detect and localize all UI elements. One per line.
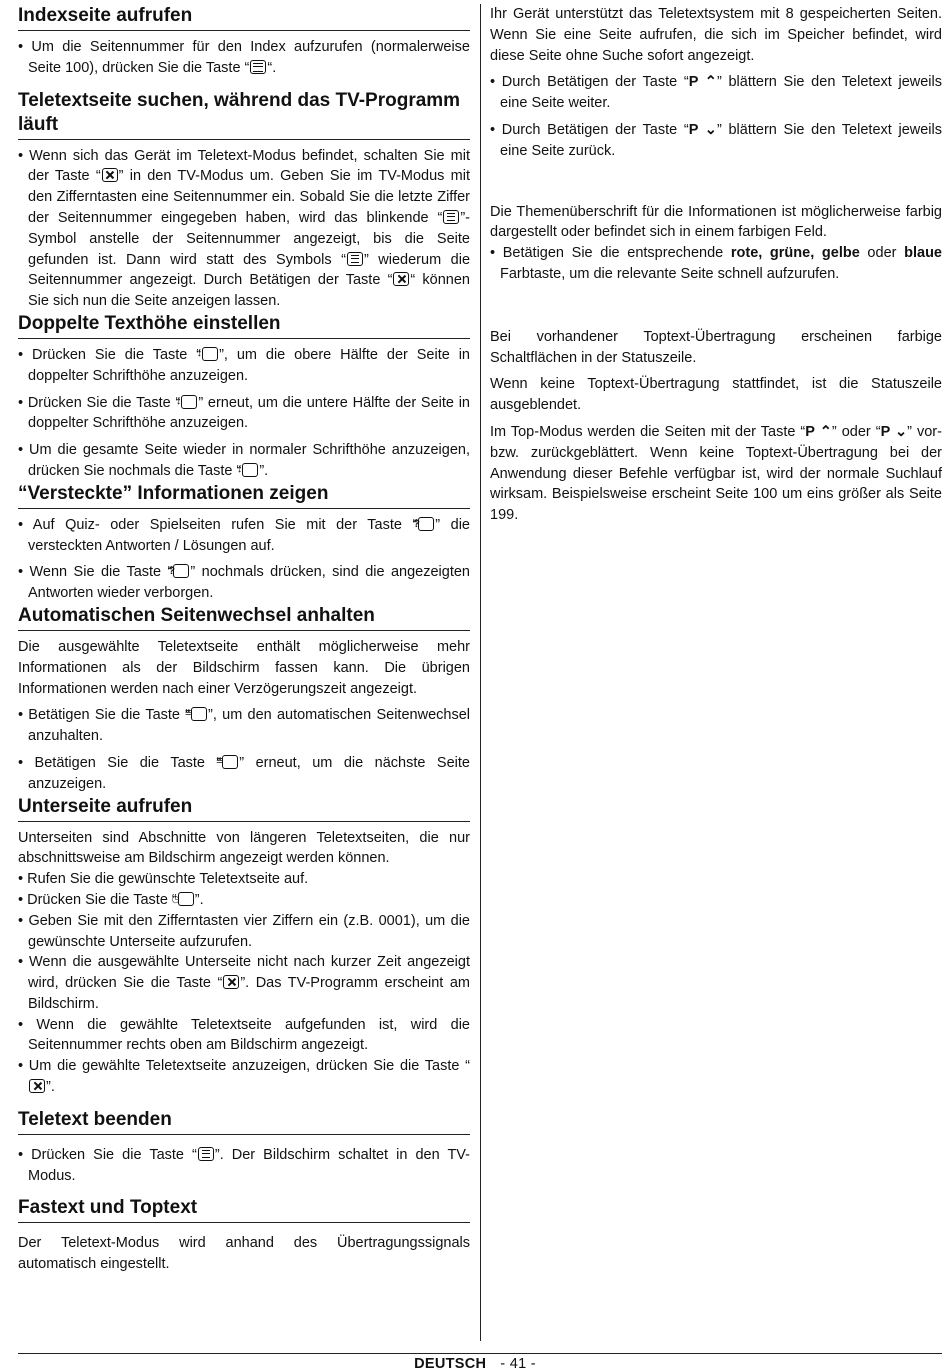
- heading-subpage: Unterseite aufrufen: [18, 795, 470, 822]
- memory-paragraph: Ihr Gerät unterstützt das Teletextsystem mit 8 gespeicherten Seiten. Wenn Sie eine Seite aufrufen, die sich im Speicher befindet, wird diese Seite ohne Suche sofort angezeigt.: [490, 6, 942, 64]
- text-key-icon: [347, 252, 363, 266]
- text-key-icon: [198, 1147, 214, 1161]
- sub-bullet-2: • Drücken Sie die Taste “ ”.: [18, 891, 204, 908]
- page-up-key-icon: P ⌃: [805, 423, 832, 440]
- cancel-key-icon: [223, 975, 239, 989]
- hidden-bullet-1: • Auf Quiz- oder Spielseiten rufen Sie mit der Taste “ ” die versteckten Antworten / Lösungen auf.: [18, 516, 470, 554]
- sub-bullet-5: • Wenn die gewählte Teletextseite aufgefunden ist, wird die Seitennummer rechts oben am Bildschirm angezeigt.: [18, 1016, 470, 1054]
- toptext-paragraph-2: Wenn keine Toptext-Übertragung stattfindet, ist die Statuszeile ausgeblendet.: [490, 376, 942, 414]
- size-key-icon: [181, 395, 197, 409]
- page-number: - 41 -: [500, 1356, 536, 1372]
- page-up-key-icon: P ⌃: [688, 74, 717, 91]
- double-bullet-3: • Um die gesamte Seite wieder in normaler Schrifthöhe anzuzeigen, drücken Sie nochmals die Taste “ ”.: [18, 442, 470, 479]
- toptext-paragraph-1: Bei vorhandener Toptext-Übertragung erscheinen farbige Schaltflächen in der Statuszeile.: [490, 328, 942, 366]
- hold-paragraph: Die ausgewählte Teletextseite enthält möglicherweise mehr Informationen als der Bildschirm fassen kann. Die übrigen Informationen werden nach einer Verzögerungszeit angezeigt.: [18, 638, 470, 697]
- sub-bullet-6: • Um die gewählte Teletextseite anzuzeigen, drücken Sie die Taste “”.: [18, 1058, 470, 1096]
- search-bullet: • Wenn sich das Gerät im Teletext-Modus befindet, schalten Sie mit der Taste “ ” in den TV-Modus um. Geben Sie im TV-Modus mit den Zifferntasten eine Seitennummer ein. Sobald Sie die letzte Ziffer der Seitennummer eingegeben haben, wird das blinkende “ ”-Symbol anstelle der Seitennummer angezeigt, bis die Seite gefunden ist. Dann wird statt des Symbols “ ” wiederum die Seitennummer angezeigt. Durch Betätigen der Taste “ “ können Sie sich nun die Seite anzeigen lassen.: [18, 147, 471, 310]
- cancel-key-icon: [102, 168, 118, 182]
- subpage-key-icon: [178, 892, 194, 906]
- double-bullet-1: • Drücken Sie die Taste “ ”, um die obere Hälfte der Seite in doppelter Schrifthöhe anzuzeigen.: [18, 346, 470, 384]
- topic-paragraph: Die Themenüberschrift für die Informationen ist möglicherweise farbig dargestellt oder befindet sich in einem farbigen Feld.: [490, 203, 942, 241]
- sub-bullet-4: • Wenn die ausgewählte Unterseite nicht nach kurzer Zeit angezeigt wird, drücken Sie die Taste “ ”. Das TV-Programm erscheint am Bildschirm.: [18, 954, 470, 1012]
- color-key-bullet: • Betätigen Sie die entsprechende rote, grüne, gelbe oder blaue Farbtaste, um die relevante Seite schnell aufzurufen.: [490, 245, 942, 282]
- toptext-paragraph-3: Im Top-Modus werden die Seiten mit der Taste “P ⌃” oder “P ⌄” vor- bzw. zurückgeblättert. Wenn keine Toptext-Übertragung bei der Anwendung dieser Befehle verfügbar ist, wird der normale Suchlauf wirksam. Beispielsweise erscheint Seite 100 um eins größer als Seite 199.: [490, 423, 942, 524]
- page-down-key-icon: P ⌄: [688, 121, 717, 138]
- heading-exit: Teletext beenden: [18, 1108, 470, 1135]
- heading-fastext: Fastext und Toptext: [18, 1196, 470, 1223]
- right-column: [490, 4, 942, 526]
- footer-rule: [18, 1353, 942, 1354]
- reveal-key-icon: [173, 564, 189, 578]
- left-column: [18, 4, 470, 1275]
- page-down-key-icon: P ⌄: [880, 423, 908, 440]
- sub-bullet-3: • Geben Sie mit den Zifferntasten vier Ziffern ein (z.B. 0001), um die gewünschte Unterseite aufzurufen.: [18, 912, 470, 950]
- cancel-key-icon: [393, 272, 409, 286]
- sub-paragraph: Unterseiten sind Abschnitte von längeren Teletextseiten, die nur abschnittsweise am Bildschirm angezeigt werden können.: [18, 829, 470, 867]
- heading-hold: Automatischen Seitenwechsel anhalten: [18, 604, 470, 631]
- hold-key-icon: [222, 755, 238, 769]
- size-key-icon: [202, 347, 218, 361]
- reveal-key-icon: [418, 517, 434, 531]
- double-bullet-2: • Drücken Sie die Taste “ ” erneut, um die untere Hälfte der Seite in doppelter Schrifthöhe anzuzeigen.: [18, 394, 470, 432]
- footer-language: DEUTSCH: [414, 1356, 487, 1372]
- hold-bullet-1: • Betätigen Sie die Taste “ ”, um den automatischen Seitenwechsel anzuhalten.: [18, 707, 470, 745]
- hold-key-icon: [191, 707, 207, 721]
- sub-bullet-1: • Rufen Sie die gewünschte Teletextseite auf.: [18, 871, 309, 888]
- page-up-bullet: • Durch Betätigen der Taste “P ⌃” blättern Sie den Teletext jeweils eine Seite weiter.: [490, 74, 942, 112]
- heading-search: Teletextseite suchen, während das TV-Programm läuft: [18, 89, 470, 140]
- hold-bullet-2: • Betätigen Sie die Taste “ ” erneut, um die nächste Seite anzuzeigen.: [18, 754, 470, 792]
- heading-hidden: “Versteckte” Informationen zeigen: [18, 482, 470, 509]
- heading-double-height: Doppelte Texthöhe einstellen: [18, 312, 470, 339]
- index-key-icon: [250, 60, 266, 74]
- text-key-icon: [443, 210, 459, 224]
- size-key-icon: [242, 463, 258, 477]
- fastext-paragraph: Der Teletext-Modus wird anhand des Übertragungssignals automatisch eingestellt.: [18, 1235, 470, 1273]
- exit-bullet: • Drücken Sie die Taste “ ”. Der Bildschirm schaltet in den TV-Modus.: [18, 1146, 470, 1184]
- index-bullet: • Um die Seitennummer für den Index aufzurufen (normalerweise Seite 100), drücken Sie die Taste “ “.: [18, 39, 470, 76]
- column-divider: [480, 4, 481, 1341]
- page-down-bullet: • Durch Betätigen der Taste “P ⌄” blättern Sie den Teletext jeweils eine Seite zurück.: [490, 121, 942, 159]
- cancel-key-icon: [29, 1079, 45, 1093]
- hidden-bullet-2: • Wenn Sie die Taste “ ” nochmals drücken, sind die angezeigten Antworten wieder verborgen.: [18, 564, 470, 602]
- heading-index: Indexseite aufrufen: [18, 4, 470, 31]
